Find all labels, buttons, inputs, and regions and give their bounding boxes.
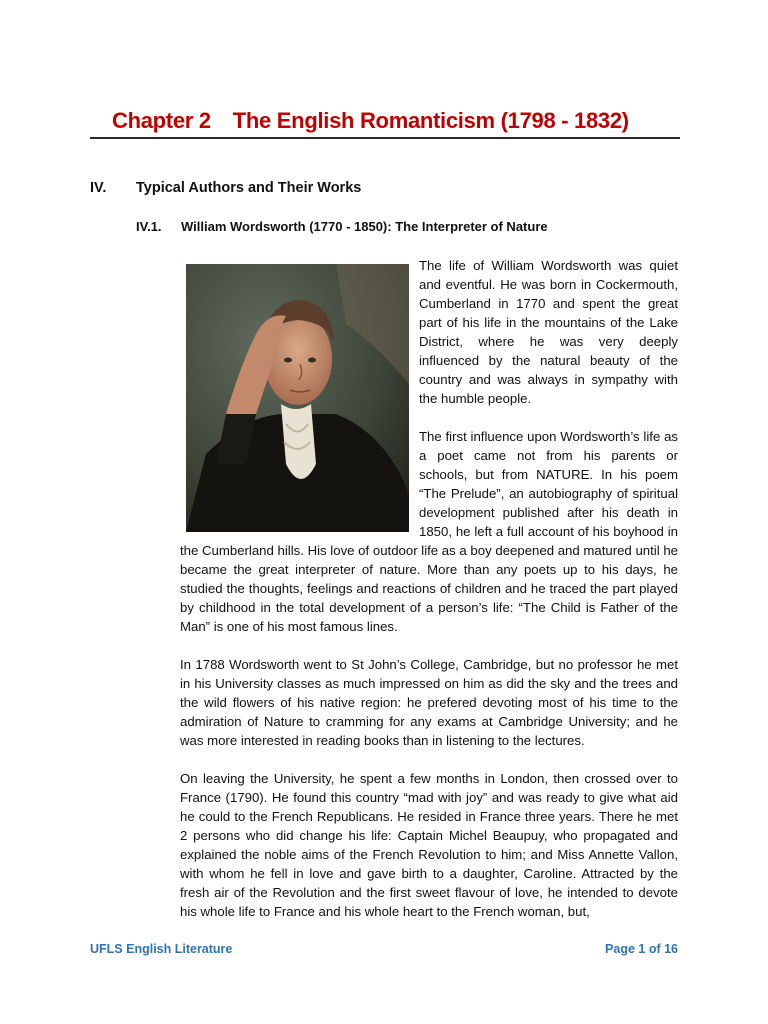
subsection-title: William Wordsworth (1770 - 1850): The Interpreter of Nature bbox=[181, 219, 548, 234]
section-title: Typical Authors and Their Works bbox=[136, 180, 362, 196]
paragraph-1: The life of William Wordsworth was quiet and eventful. He was born in Cockermouth, Cumberland in 1770 and spent the great part of his life in the mountains of the Lake District, where he was very deeply influenced by the natural beauty of the country and was always in sympathy with the humble people. bbox=[419, 258, 678, 406]
title-divider bbox=[90, 137, 680, 139]
chapter-label: Chapter 2 bbox=[112, 108, 211, 133]
chapter-title bbox=[112, 108, 629, 134]
paragraph-2: The first influence upon Wordsworth’s life as a poet came not from his parents or schools, but from NATURE. In his poem “The Prelude”, an autobiography of spiritual development published after his death in 1850, he left a full account of his boyhood in the Cumberland hills. His love of outdoor life as a boy deepened and matured until he became the great interpreter of nature. More than any poets up to his days, he studied the thoughts, feelings and reactions of children and he traced the part played by childhood in the total development of a person’s life: “The Child is Father of the Man” is one of his most famous lines. bbox=[180, 429, 678, 634]
paragraph-3: In 1788 Wordsworth went to St John’s College, Cambridge, but no professor he met in his University classes as much impressed on him as did the sky and the trees and the wild flowers of his native region: he prefered devoting most of his time to the admiration of Nature to cramming for any exams at Cambridge University; and he was more interested in reading books than in listening to the lectures. bbox=[180, 657, 678, 748]
portrait-image bbox=[186, 264, 409, 532]
chapter-name: The English Romanticism (1798 - 1832) bbox=[232, 108, 629, 133]
portrait-illustration bbox=[186, 264, 409, 532]
body-text bbox=[180, 256, 678, 940]
footer-page-number: Page 1 of 16 bbox=[605, 942, 678, 956]
subsection-heading bbox=[136, 219, 548, 234]
footer-course: UFLS English Literature bbox=[90, 942, 233, 956]
section-heading bbox=[90, 180, 361, 196]
section-number: IV. bbox=[90, 180, 107, 196]
subsection-number: IV.1. bbox=[136, 219, 162, 234]
paragraph-4: On leaving the University, he spent a few months in London, then crossed over to France (1790). He found this country “mad with joy” and was ready to give what aid he could to the French Republicans. He resided in France three years. There he met 2 persons who did change his life: Captain Michel Beaupuy, who propagated and explained the noble aims of the French Revolution to him; and Miss Annette Vallon, with whom he fell in love and gave birth to a daughter, Caroline. Attracted by the fresh air of the Revolution and the first sweet flavour of love, he intended to devote his whole life to France and his whole heart to the French woman, but, bbox=[180, 771, 678, 919]
